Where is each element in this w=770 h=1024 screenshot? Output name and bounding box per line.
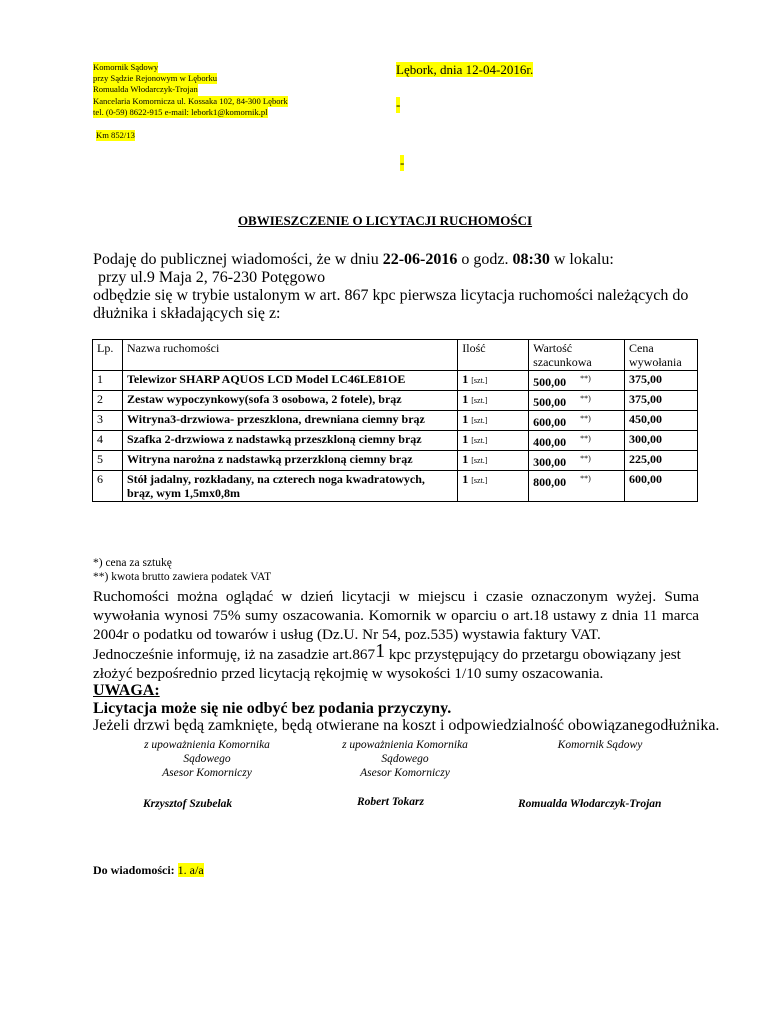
cell-lp: 4	[93, 431, 123, 451]
cell-value	[529, 451, 625, 471]
cell-value	[529, 431, 625, 451]
header-lp: Lp.	[93, 340, 123, 371]
auction-location: przy ul.9 Maja 2, 76-230 Potęgowo	[98, 269, 326, 286]
signature-line: Sądowego	[183, 753, 231, 765]
value-footnote-mark: **)	[580, 474, 591, 483]
case-number: Km 852/13	[96, 130, 135, 141]
table-row	[93, 411, 698, 431]
cell-qty	[458, 411, 529, 431]
qty-value: 1	[462, 472, 469, 486]
cell-qty	[458, 471, 529, 502]
signature-line: z upoważnienia Komornika	[342, 739, 468, 751]
place-date: Lębork, dnia 12-04-2016r.	[396, 62, 534, 77]
table-row	[93, 471, 698, 502]
qty-value: 1	[462, 432, 469, 446]
deposit-prefix: Jednocześnie informuję, iż na zasadzie art.867	[93, 646, 376, 663]
value-amount: 500,00	[533, 375, 567, 389]
cell-qty	[458, 371, 529, 391]
intro-line	[93, 251, 693, 269]
cell-lp: 5	[93, 451, 123, 471]
header-value: Wartość szacunkowa	[529, 340, 625, 371]
intro-paragraph	[93, 251, 693, 323]
signature-block-1	[112, 738, 302, 780]
cell-lp: 3	[93, 411, 123, 431]
cell-name: Stół jadalny, rozkładany, na czterech noga kwadratowych, brąz, wym 1,5mx0,8m	[122, 471, 457, 502]
signer-name: Krzysztof Szubelak	[143, 798, 233, 810]
cell-qty	[458, 391, 529, 411]
article-superscript: 1	[375, 640, 386, 662]
signature-line: Sądowego	[381, 753, 429, 765]
cell-value	[529, 391, 625, 411]
value-amount: 500,00	[533, 395, 567, 409]
cell-price: 375,00	[625, 391, 698, 411]
footnotes	[93, 556, 271, 584]
cell-price: 300,00	[625, 431, 698, 451]
header-qty: Ilość	[458, 340, 529, 371]
qty-unit: [szt.]	[471, 456, 488, 465]
auction-time: 08:30	[512, 251, 550, 268]
sender-block	[93, 62, 288, 141]
cell-value	[529, 471, 625, 502]
cell-name: Witryna3-drzwiowa- przeszklona, drewniana ciemny brąz	[122, 411, 457, 431]
signature-line: z upoważnienia Komornika	[144, 739, 270, 751]
warning-text: Licytacja może się nie odbyć bez podania przyczyny.	[93, 700, 452, 717]
recipients-label: Do wiadomości:	[93, 863, 175, 877]
value-amount: 800,00	[533, 475, 567, 489]
intro-rest: odbędzie się w trybie ustalonym w art. 867 kpc pierwsza licytacja ruchomości należących do dłużnika i składających się z:	[93, 287, 689, 322]
header-name: Nazwa ruchomości	[122, 340, 457, 371]
qty-value: 1	[462, 372, 469, 386]
table-row	[93, 391, 698, 411]
value-footnote-mark: **)	[580, 454, 591, 463]
value-footnote-mark: **)	[580, 414, 591, 423]
cell-price: 225,00	[625, 451, 698, 471]
sender-line: przy Sądzie Rejonowym w Lęborku	[93, 73, 218, 84]
auction-date: 22-06-2016	[382, 251, 458, 268]
cell-name: Telewizor SHARP AQUOS LCD Model LC46LE81OE	[122, 371, 457, 391]
sender-line: Kancelaria Komornicza ul. Kossaka 102, 84-300 Lębork	[93, 95, 288, 106]
cell-lp: 1	[93, 371, 123, 391]
deposit-suffix: kpc przystępujący do przetargu obowiązany jest złożyć bezpośrednio przed licytacją rękojmię w wysokości 1/10 sumy oszacowania.	[93, 646, 681, 682]
value-amount: 400,00	[533, 435, 567, 449]
document-title: OBWIESZCZENIE O LICYTACJI RUCHOMOŚCI	[237, 213, 533, 228]
qty-unit: [szt.]	[471, 436, 488, 445]
value-amount: 600,00	[533, 415, 567, 429]
header-price: Cena wywołania	[625, 340, 698, 371]
footnote: **) kwota brutto zawiera podatek VAT	[93, 571, 272, 583]
cell-lp: 6	[93, 471, 123, 502]
qty-unit: [szt.]	[471, 396, 488, 405]
sender-line: tel. (0-59) 8622-915 e-mail: lebork1@komornik.pl	[93, 106, 268, 117]
table-row	[93, 431, 698, 451]
cell-name: Szafka 2-drzwiowa z nadstawką przeszkloną ciemny brąz	[122, 431, 457, 451]
cell-qty	[458, 431, 529, 451]
recipients-value: 1. a/a	[177, 863, 204, 877]
place-date-block	[396, 62, 533, 78]
table-header-row	[93, 340, 698, 371]
intro-suffix: w lokalu:	[549, 251, 614, 268]
qty-value: 1	[462, 392, 469, 406]
qty-value: 1	[462, 412, 469, 426]
value-footnote-mark: **)	[580, 374, 591, 383]
table-row	[93, 451, 698, 471]
qty-unit: [szt.]	[471, 476, 488, 485]
cell-price: 450,00	[625, 411, 698, 431]
table-row	[93, 371, 698, 391]
cell-lp: 2	[93, 391, 123, 411]
items-table	[92, 339, 698, 502]
deposit-paragraph	[93, 642, 699, 683]
signature-line: Asesor Komorniczy	[162, 767, 252, 779]
signature-line: Asesor Komorniczy	[360, 767, 450, 779]
cell-name: Witryna narożna z nadstawką przerzkloną ciemny brąz	[122, 451, 457, 471]
signature-block-3	[520, 738, 680, 752]
recipients	[93, 863, 204, 878]
value-amount: 300,00	[533, 455, 567, 469]
sender-line: Komornik Sądowy	[93, 62, 159, 72]
footnote: *) cena za sztukę	[93, 557, 172, 569]
qty-unit: [szt.]	[471, 376, 488, 385]
value-footnote-mark: **)	[580, 394, 591, 403]
dash-marker: -	[400, 155, 405, 170]
cell-name: Zestaw wypoczynkowy(sofa 3 osobowa, 2 fotele), brąz	[122, 391, 457, 411]
cell-price: 600,00	[625, 471, 698, 502]
cell-qty	[458, 451, 529, 471]
signer-name: Robert Tokarz	[357, 796, 424, 808]
intro-prefix: Podaję do publicznej wiadomości, że w dniu	[93, 251, 383, 268]
signature-line: Komornik Sądowy	[557, 739, 643, 751]
dash-marker: -	[396, 97, 401, 112]
qty-unit: [szt.]	[471, 416, 488, 425]
cell-value	[529, 371, 625, 391]
doors-text: Jeżeli drzwi będą zamknięte, będą otwierane na koszt i odpowiedzialność obowiązanegodłużnika.	[93, 717, 720, 734]
intro-mid: o godz.	[457, 251, 513, 268]
cell-value	[529, 411, 625, 431]
viewing-paragraph: Ruchomości można oglądać w dzień licytacji w miejscu i czasie oznaczonym wyżej. Suma wywołania wynosi 75% sumy oszacowania. Komornik w oparciu o art.18 ustawy z dnia 11 marca 2004r o podatku od towarów i usług (Dz.U. Nr 54, poz.535) wystawia faktury VAT.	[93, 588, 699, 643]
signer-name: Romualda Włodarczyk-Trojan	[518, 798, 662, 810]
cell-price: 375,00	[625, 371, 698, 391]
value-footnote-mark: **)	[580, 434, 591, 443]
warning-label: UWAGA:	[93, 682, 160, 699]
sender-line: Romualda Włodarczyk-Trojan	[93, 84, 198, 95]
qty-value: 1	[462, 452, 469, 466]
signature-block-2	[315, 738, 495, 780]
